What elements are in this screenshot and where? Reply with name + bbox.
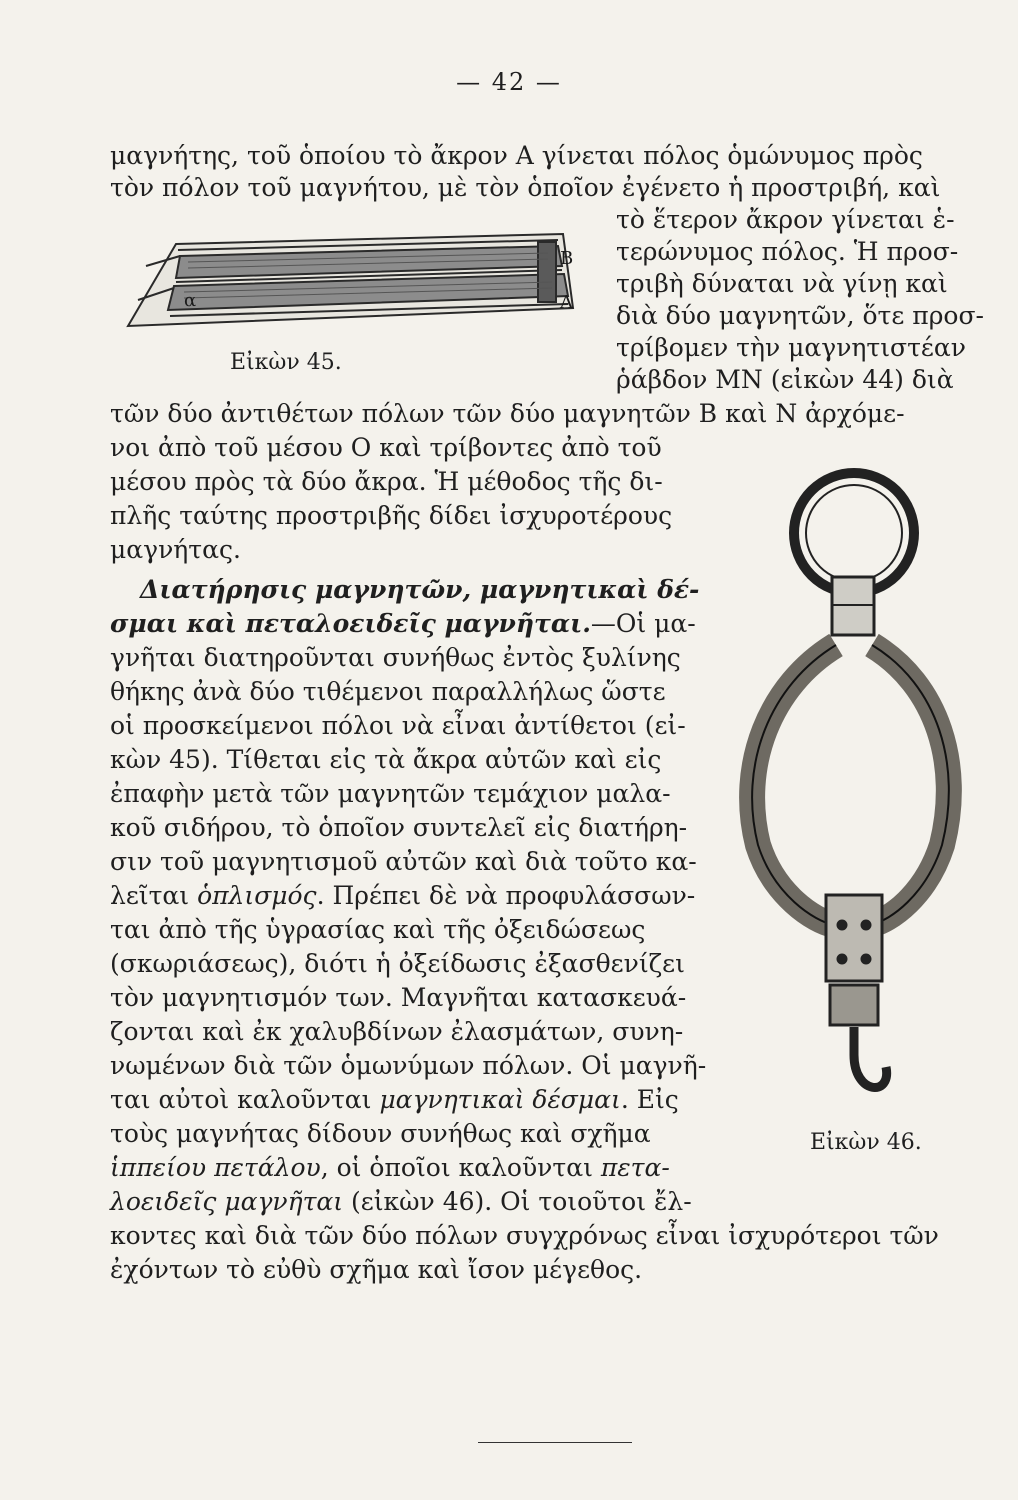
text-span: , οἱ ὁποῖοι καλοῦνται bbox=[320, 1153, 601, 1182]
text-line: ἐχόντων τὸ εὐθὺ σχῆμα καὶ ἴσον μέγεθος. bbox=[110, 1255, 643, 1284]
figure-46-horseshoe-magnet bbox=[730, 455, 970, 1135]
text-line bbox=[110, 1084, 679, 1116]
text-line: μαγνήτας. bbox=[110, 535, 241, 564]
emphasis: ἱππείου πετάλου bbox=[110, 1153, 321, 1182]
figure-45-label-a: α bbox=[184, 290, 197, 311]
page-number: — 42 — bbox=[456, 68, 562, 96]
text-line: (σκωριάσεως), διότι ἡ ὀξείδωσις ἐξασθενίζει bbox=[110, 949, 685, 978]
section-heading: Διατήρησις μαγνητῶν, μαγνητικαὶ δέ- bbox=[140, 575, 700, 604]
text-line: ζονται καὶ ἐκ χαλυβδίνων ἐλασμάτων, συνη- bbox=[110, 1017, 684, 1046]
text-line bbox=[110, 1186, 692, 1218]
text-line: κοντες καὶ διὰ τῶν δύο πόλων συγχρόνως εἶναι ἰσχυρότεροι τῶν bbox=[110, 1221, 939, 1250]
text-line: κοῦ σιδήρου, τὸ ὁποῖον συντελεῖ εἰς διατήρη- bbox=[110, 813, 688, 842]
text-line: πλῆς ταύτης προστριβῆς δίδει ἰσχυροτέρους bbox=[110, 501, 673, 530]
text-line: τρίβομεν τὴν μαγνητιστέαν bbox=[616, 333, 966, 362]
text-line: κὼν 45). Τίθεται εἰς τὰ ἄκρα αὐτῶν καὶ εἰς bbox=[110, 745, 662, 774]
emphasis: πετα- bbox=[600, 1153, 670, 1182]
text-line: θήκης ἀνὰ δύο τιθέμενοι παραλλήλως ὥστε bbox=[110, 677, 666, 706]
text-line: τοὺς μαγνήτας δίδουν συνήθως καὶ σχῆμα bbox=[110, 1119, 651, 1148]
emphasis: ὁπλισμός bbox=[197, 881, 317, 910]
text-span: . Εἰς bbox=[620, 1085, 679, 1114]
figure-45-label-A: Α bbox=[560, 292, 573, 313]
end-rule bbox=[478, 1442, 632, 1443]
text-line: νωμένων διὰ τῶν ὁμωνύμων πόλων. Οἱ μαγνῆ- bbox=[110, 1051, 707, 1080]
text-span: —Οἱ μα- bbox=[590, 609, 696, 638]
section-heading: σμαι καὶ πεταλοειδεῖς μαγνῆται. bbox=[110, 609, 591, 638]
text-line: τὸ ἕτερον ἄκρον γίνεται ἑ- bbox=[616, 205, 955, 234]
text-line: τὸν πόλον τοῦ μαγνήτου, μὲ τὸν ὁποῖον ἐγένετο ἡ προστριβή, καὶ bbox=[110, 173, 941, 202]
emphasis: μαγνητικαὶ δέσμαι bbox=[379, 1085, 621, 1114]
emphasis: λοειδεῖς μαγνῆται bbox=[110, 1187, 344, 1216]
text-line: ἐπαφὴν μετὰ τῶν μαγνητῶν τεμάχιον μαλα- bbox=[110, 779, 671, 808]
figure-45-label-b: Β bbox=[560, 248, 574, 269]
text-line: διὰ δύο μαγνητῶν, ὅτε προσ- bbox=[616, 301, 984, 330]
text-line: τὸν μαγνητισμόν των. Μαγνῆται κατασκευά- bbox=[110, 983, 687, 1012]
text-line: γνῆται διατηροῦνται συνήθως ἐντὸς ξυλίνης bbox=[110, 643, 681, 672]
text-line: οἱ προσκείμενοι πόλοι νὰ εἶναι ἀντίθετοι (εἰ- bbox=[110, 711, 686, 740]
text-line: τερώνυμος πόλος. Ἡ προσ- bbox=[616, 237, 959, 266]
text-line bbox=[110, 608, 696, 640]
text-line: σιν τοῦ μαγνητισμοῦ αὐτῶν καὶ διὰ τοῦτο κα- bbox=[110, 847, 697, 876]
text-line: μαγνήτης, τοῦ ὁποίου τὸ ἄκρον Α γίνεται πόλος ὁμώνυμος πρὸς bbox=[110, 141, 923, 170]
text-span: . Πρέπει δὲ νὰ προφυλάσσων- bbox=[316, 881, 696, 910]
text-line: ται ἀπὸ τῆς ὑγρασίας καὶ τῆς ὀξειδώσεως bbox=[110, 915, 646, 944]
figure-45-magnet-box bbox=[118, 226, 598, 334]
text-line: ῥάβδον ΜΝ (εἰκὼν 44) διὰ bbox=[616, 365, 954, 394]
text-line: νοι ἀπὸ τοῦ μέσου Ο καὶ τρίβοντες ἀπὸ τοῦ bbox=[110, 433, 662, 462]
text-line: τῶν δύο ἀντιθέτων πόλων τῶν δύο μαγνητῶν Β καὶ Ν ἀρχόμε- bbox=[110, 399, 905, 428]
text-line bbox=[110, 1152, 670, 1184]
text-span: ται αὐτοὶ καλοῦνται bbox=[110, 1085, 380, 1114]
text-line: μέσου πρὸς τὰ δύο ἄκρα. Ἡ μέθοδος τῆς δι- bbox=[110, 467, 663, 496]
text-span: (εἰκὼν 46). Οἱ τοιοῦτοι ἔλ- bbox=[343, 1187, 692, 1216]
text-line: τριβὴ δύναται νὰ γίνῃ καὶ bbox=[616, 269, 948, 298]
figure-45-caption: Εἰκὼν 45. bbox=[230, 350, 342, 375]
figure-46-caption: Εἰκὼν 46. bbox=[810, 1130, 922, 1155]
text-line bbox=[110, 880, 695, 912]
text-span: λεῖται bbox=[110, 881, 198, 910]
